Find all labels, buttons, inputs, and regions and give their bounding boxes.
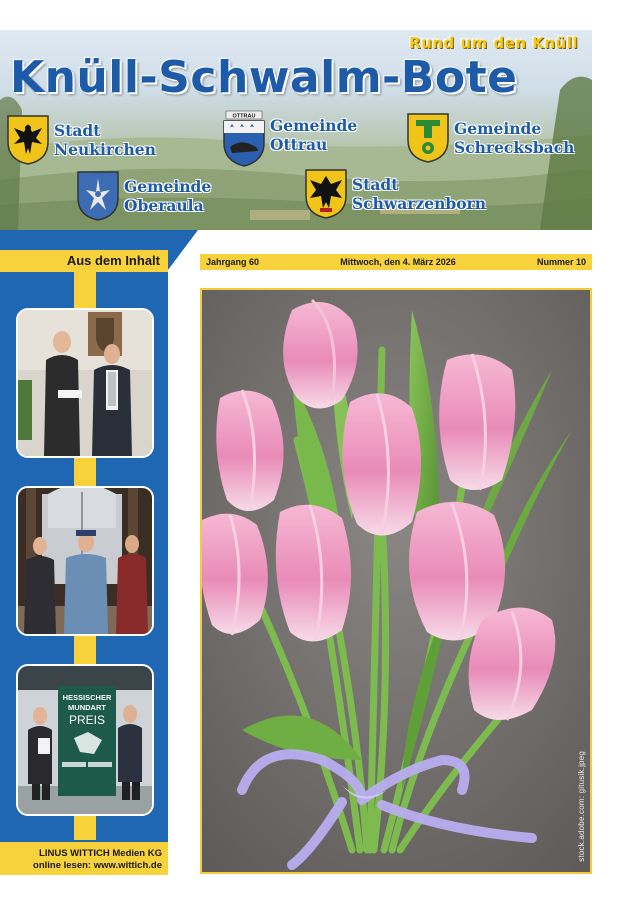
award-handover-photo — [18, 310, 152, 456]
photo-credit: stock.adobe.com: gitusik.jpeg — [577, 751, 586, 862]
municipality-label — [352, 175, 486, 213]
group-photo — [18, 488, 152, 634]
municipality-name: Oberaula — [124, 196, 204, 215]
contents-heading: Aus dem Inhalt — [0, 250, 168, 272]
volume-label: Jahrgang 60 — [206, 257, 260, 267]
issue-number: Nummer 10 — [536, 257, 586, 267]
contents-photo-2[interactable] — [16, 486, 154, 636]
masthead-tagline: Rund um den Knüll — [409, 34, 578, 52]
municipality-name: Schrecksbach — [454, 138, 575, 157]
schrecksbach-crest-icon — [406, 112, 450, 164]
cover-image — [200, 288, 592, 874]
banner-line-1: HESSISCHER — [62, 693, 112, 702]
mundart-prize-photo — [18, 666, 152, 814]
publisher-info — [0, 848, 166, 871]
contents-photo-1[interactable] — [16, 308, 154, 458]
municipality-ottrau — [222, 110, 357, 168]
issue-info-bar — [200, 254, 592, 270]
newspaper-title: Knüll-Schwalm-Bote — [10, 52, 518, 103]
municipality-name: Schwarzenborn — [352, 194, 486, 213]
crest-caption: OTTRAU — [232, 113, 256, 120]
online-link[interactable]: online lesen: www.wittich.de — [33, 859, 162, 871]
municipality-type: Stadt — [352, 175, 399, 194]
banner-line-2: MUNDART — [68, 703, 106, 712]
contents-sidebar — [0, 230, 200, 880]
municipality-schwarzenborn — [304, 168, 486, 220]
municipality-label — [54, 121, 156, 159]
municipality-label — [124, 177, 211, 215]
contents-photo-3[interactable] — [16, 664, 154, 816]
municipality-name: Ottrau — [270, 135, 328, 154]
municipality-oberaula — [76, 170, 211, 222]
municipality-type: Gemeinde — [454, 119, 542, 138]
ottrau-crest-icon — [222, 110, 266, 168]
municipality-neukirchen — [6, 114, 156, 166]
masthead — [0, 30, 592, 230]
publisher-name: LINUS WITTICH Medien KG — [39, 848, 162, 859]
schwarzenborn-crest-icon — [304, 168, 348, 220]
municipality-type: Gemeinde — [270, 116, 358, 135]
municipality-label — [454, 119, 574, 157]
municipality-label — [270, 116, 357, 154]
banner-line-3: PREIS — [68, 713, 106, 727]
issue-date: Mittwoch, den 4. März 2026 — [340, 257, 456, 267]
oberaula-crest-icon — [76, 170, 120, 222]
municipality-name: Neukirchen — [54, 140, 156, 159]
municipality-schrecksbach — [406, 112, 574, 164]
municipality-type: Gemeinde — [124, 177, 212, 196]
eagle-crest-icon — [6, 114, 50, 166]
pink-tulips-photo — [202, 290, 590, 872]
municipality-type: Stadt — [54, 121, 101, 140]
